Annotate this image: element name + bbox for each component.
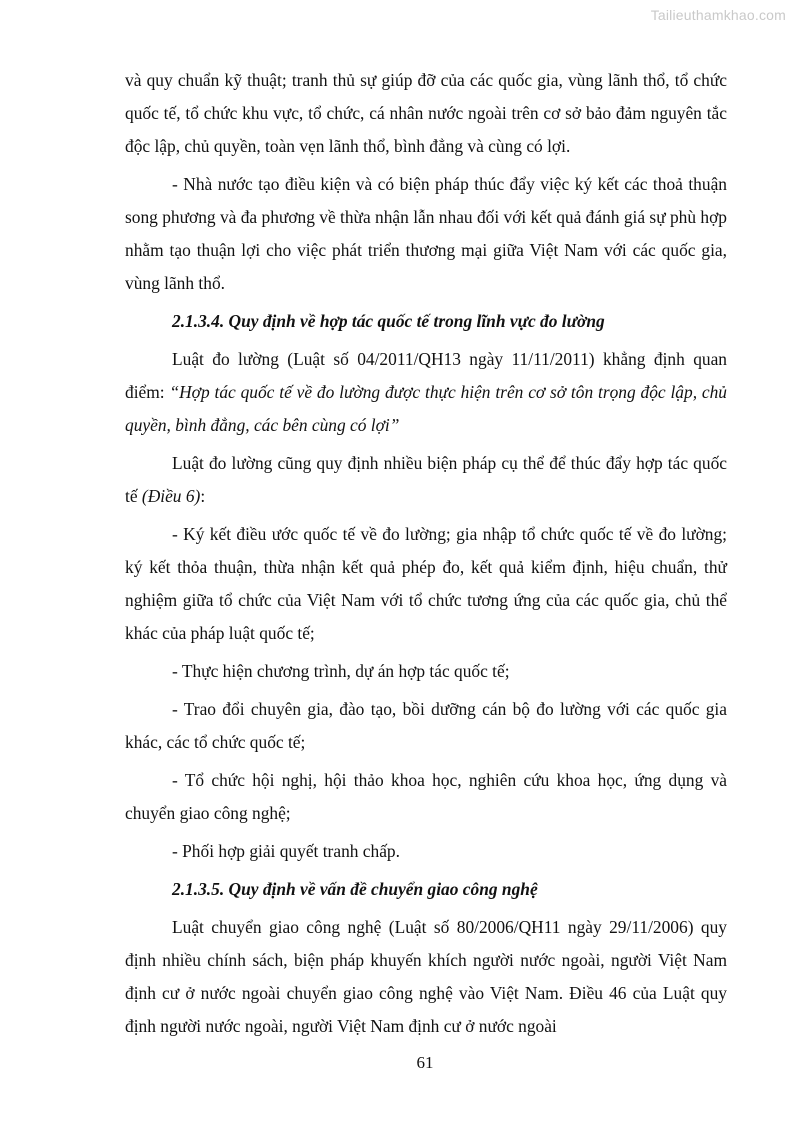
- quote-measurement-principle: “Hợp tác quốc tế về đo lường được thực hiện trên cơ sở tôn trọng độc lập, chủ quyền, bình đẳng, các bên cùng có lợi”: [125, 382, 727, 435]
- paragraph-technology-transfer: Luật chuyển giao công nghệ (Luật số 80/2006/QH11 ngày 29/11/2006) quy định nhiều chính sách, biện pháp khuyến khích người nước ngoài, người Việt Nam định cư ở nước ngoài chuyển giao công nghệ vào Việt Nam. Điều 46 của Luật quy định người nước ngoài, người Việt Nam định cư ở nước ngoài: [125, 917, 727, 1036]
- list-item-programs: - Thực hiện chương trình, dự án hợp tác quốc tế;: [172, 661, 510, 681]
- paragraph-measurement-law-text: Luật đo lường (Luật số 04/2011/QH13 ngày 11/11/2011) khẳng định quan điểm:: [125, 349, 727, 402]
- document-body: [125, 64, 727, 1048]
- watermark: Tailieuthamkhao.com: [650, 7, 786, 23]
- paragraph-measures: [125, 447, 727, 513]
- paragraph-mutual-recognition: - Nhà nước tạo điều kiện và có biện pháp thúc đẩy việc ký kết các thoả thuận song phương và đa phương về thừa nhận lẫn nhau đối với kết quả đánh giá sự phù hợp nhằm tạo thuận lợi cho việc phát triển thương mại giữa Việt Nam với các quốc gia, vùng lãnh thổ.: [125, 174, 727, 293]
- list-item-exchange: - Trao đổi chuyên gia, đào tạo, bồi dưỡng cán bộ đo lường với các quốc gia khác, các tổ chức quốc tế;: [125, 699, 727, 752]
- section-heading-2-1-3-5: 2.1.3.5. Quy định về vấn đề chuyển giao công nghệ: [172, 879, 538, 899]
- page-number: 61: [416, 1053, 434, 1072]
- list-item-treaties: - Ký kết điều ước quốc tế về đo lường; gia nhập tổ chức quốc tế về đo lường; ký kết thỏa thuận, thừa nhận kết quả phép đo, kết quả kiểm định, hiệu chuẩn, thử nghiệm giữa tổ chức của Việt Nam với tổ chức tương ứng của các quốc gia, chủ thể khác của pháp luật quốc tế;: [125, 524, 727, 643]
- paragraph-measurement-law: [125, 343, 727, 442]
- paragraph-measures-colon: :: [200, 486, 206, 506]
- article-reference: (Điều 6): [141, 486, 201, 506]
- paragraph-measures-text: Luật đo lường cũng quy định nhiều biện pháp cụ thể để thúc đẩy hợp tác quốc tế: [125, 453, 727, 506]
- list-item-disputes: - Phối hợp giải quyết tranh chấp.: [172, 841, 400, 861]
- section-heading-2-1-3-4: 2.1.3.4. Quy định về hợp tác quốc tế trong lĩnh vực đo lường: [172, 311, 605, 331]
- paragraph-continuation: và quy chuẩn kỹ thuật; tranh thủ sự giúp đỡ của các quốc gia, vùng lãnh thổ, tổ chức quốc tế, tổ chức khu vực, tổ chức, cá nhân nước ngoài trên cơ sở bảo đảm nguyên tắc độc lập, chủ quyền, toàn vẹn lãnh thổ, bình đẳng và cùng có lợi.: [125, 70, 727, 156]
- list-item-conferences: - Tổ chức hội nghị, hội thảo khoa học, nghiên cứu khoa học, ứng dụng và chuyển giao công nghệ;: [125, 770, 727, 823]
